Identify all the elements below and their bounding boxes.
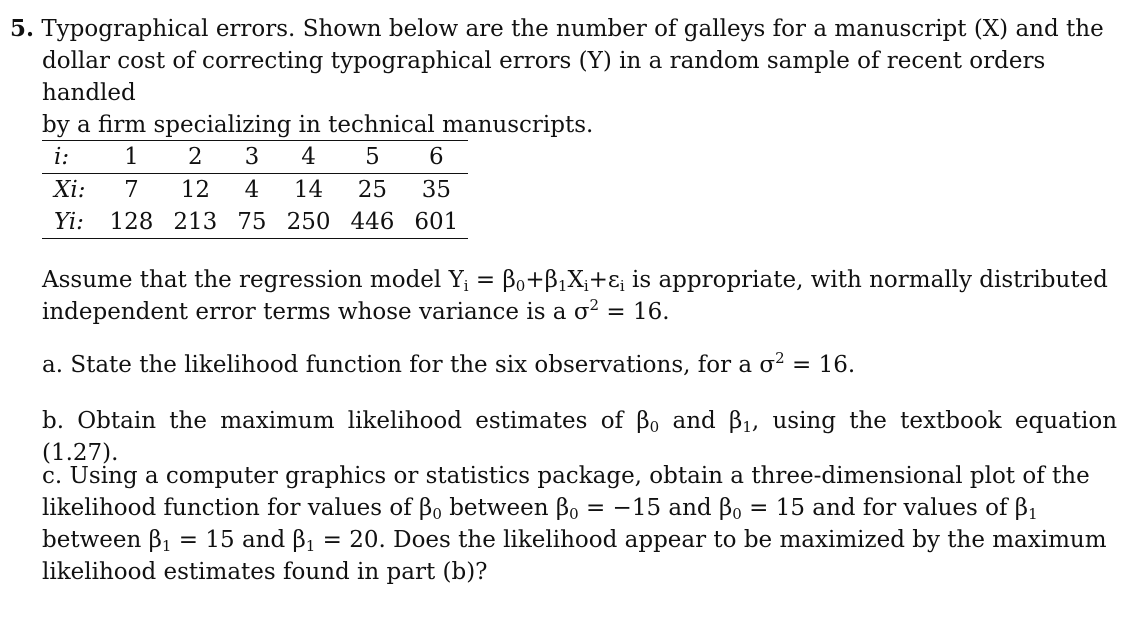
table-cell: 35 — [421, 177, 451, 203]
intro-text-1: Shown below are the number of galleys for a manuscript (X) and the — [302, 16, 1104, 42]
part-b-text: , using the textbook equation (1.27). — [42, 408, 1118, 466]
part-c-line-3 — [42, 524, 1117, 556]
subscript: 0 — [432, 505, 442, 523]
part-b-text: b. Obtain the maximum likelihood estimates of β — [42, 408, 650, 434]
data-table — [42, 140, 468, 239]
part-a-text: a. State the likelihood function for the six observations, for a σ — [42, 352, 776, 378]
assumption-text: X — [567, 267, 584, 293]
subscript: 0 — [732, 505, 742, 523]
part-c-text: = −15 and β — [578, 495, 733, 521]
table-cell: 4 — [277, 141, 341, 174]
table-cell: 3 — [227, 141, 276, 174]
part-c — [42, 460, 1117, 588]
table-cell: 1 — [99, 141, 163, 174]
model-assumption — [42, 264, 1117, 328]
subscript: i — [583, 277, 589, 295]
table-cell: 12 — [180, 177, 210, 203]
assumption-text: Assume that the regression model Y — [42, 267, 464, 293]
subscript: 0 — [649, 418, 660, 436]
table-cell: 25 — [357, 177, 388, 203]
table-cell: 213 — [173, 209, 218, 235]
data-table-container — [42, 140, 468, 239]
intro-line-3: by a firm specializing in technical manuscripts. — [42, 112, 594, 138]
row-label-i: i: — [42, 141, 99, 174]
assumption-text: +ε — [588, 267, 620, 293]
subscript: 1 — [161, 537, 172, 555]
table-cell: 4 — [244, 177, 260, 203]
table-cell: 14 — [293, 177, 324, 203]
row-label-x: Xi: — [54, 177, 86, 203]
subscript: i — [619, 277, 625, 295]
part-c-text: = 15 and for values of β — [741, 495, 1029, 521]
problem-title: Typographical errors. — [41, 16, 296, 42]
table-row-y — [42, 206, 468, 239]
problem-intro — [10, 13, 1110, 141]
table-cell: 5 — [340, 141, 404, 174]
part-c-text: = 20. Does the likelihood appear to be maximized by the maximum — [315, 527, 1107, 553]
table-cell: 128 — [109, 209, 154, 235]
subscript: 1 — [1028, 505, 1038, 523]
subscript: 1 — [305, 537, 316, 555]
assumption-text: is appropriate, with normally distributed — [624, 267, 1108, 293]
table-cell: 2 — [163, 141, 227, 174]
table-cell: 601 — [414, 209, 459, 235]
part-c-line-2 — [42, 492, 1117, 524]
intro-line-1 — [10, 13, 1110, 45]
assumption-text: independent error terms whose variance is a σ — [42, 299, 590, 325]
assumption-text: = 16. — [599, 299, 670, 325]
part-c-text: = 15 and β — [171, 527, 306, 553]
table-row-i — [42, 141, 468, 174]
subscript: 0 — [515, 277, 526, 295]
part-c-text: between β — [441, 495, 570, 521]
subscript: i — [463, 277, 469, 295]
subscript: 1 — [742, 418, 752, 436]
intro-line-2: dollar cost of correcting typographical errors (Y) in a random sample of recent orders handled — [42, 48, 1046, 106]
part-a-text: = 16. — [784, 352, 856, 378]
assumption-line-1 — [42, 264, 1117, 296]
assumption-text: = β — [468, 267, 516, 293]
assumption-text: +β — [525, 267, 558, 293]
table-cell: 7 — [124, 177, 139, 203]
part-c-text: likelihood function for values of β — [42, 495, 433, 521]
table-row-x — [42, 174, 468, 207]
subscript: 0 — [569, 505, 579, 523]
part-b-text: and β — [659, 408, 743, 434]
table-cell: 250 — [286, 209, 331, 235]
subscript: 1 — [557, 277, 568, 295]
superscript: 2 — [589, 296, 600, 314]
table-cell: 446 — [350, 209, 395, 235]
superscript: 2 — [775, 349, 785, 367]
row-label-y: Yi: — [54, 209, 84, 235]
assumption-line-2 — [42, 296, 1117, 328]
part-c-text: between β — [42, 527, 162, 553]
table-cell: 75 — [237, 209, 267, 235]
part-c-line-1: c. Using a computer graphics or statistics package, obtain a three-dimensional plot of the — [42, 463, 1090, 489]
part-a — [42, 349, 1117, 381]
problem-number: 5. — [10, 15, 35, 42]
part-c-line-4: likelihood estimates found in part (b)? — [42, 559, 488, 585]
table-cell: 6 — [404, 141, 468, 174]
